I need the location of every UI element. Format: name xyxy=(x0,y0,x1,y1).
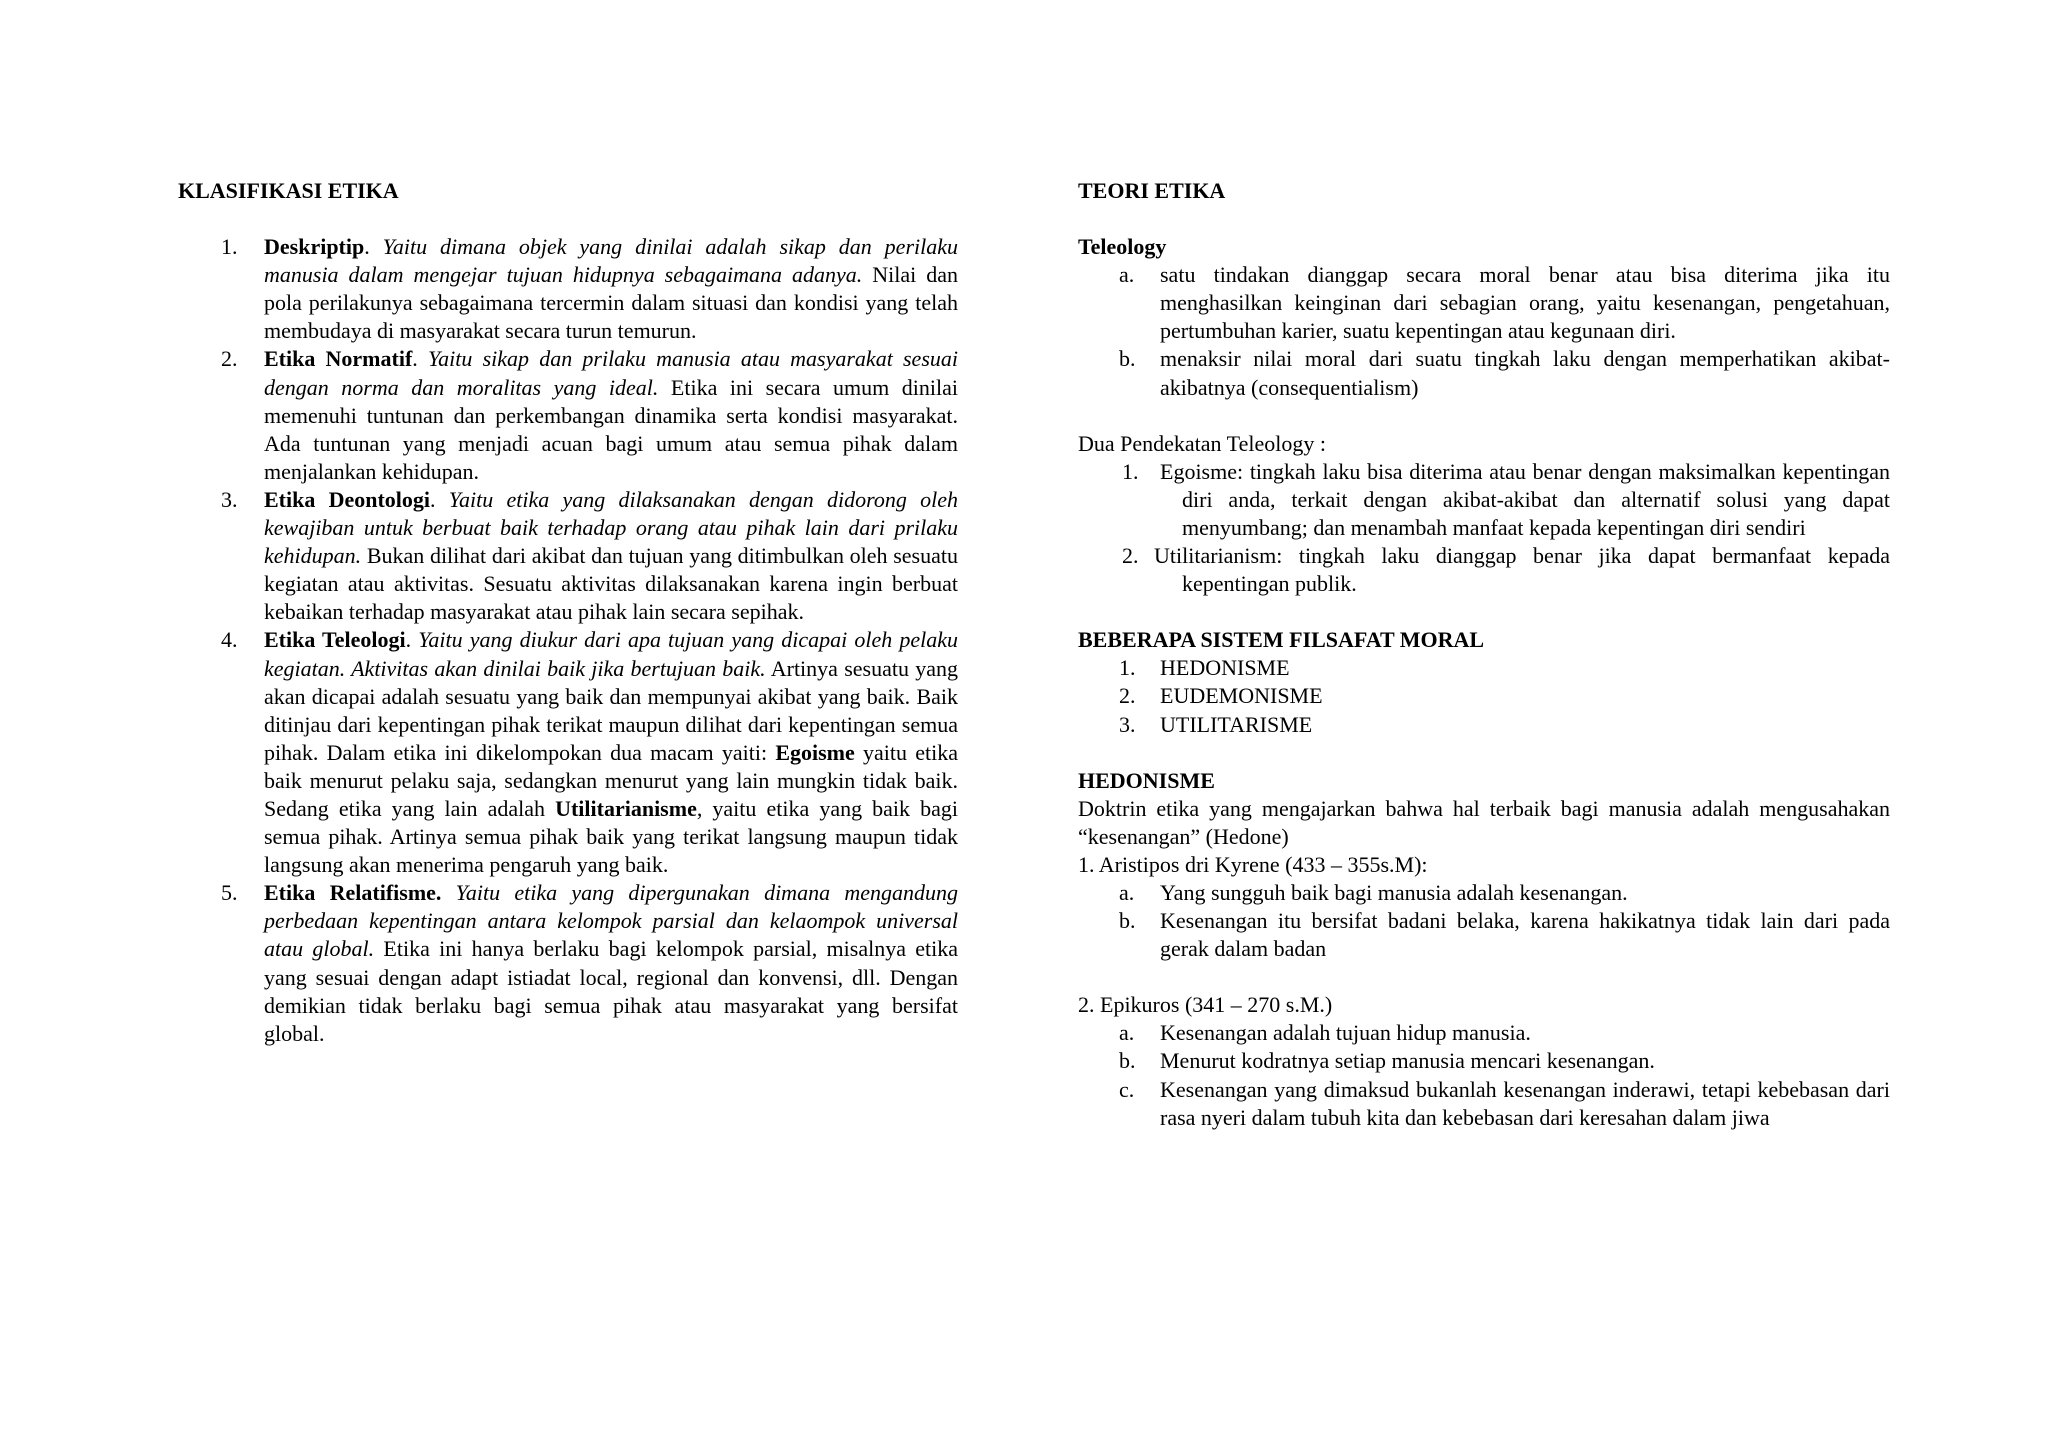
klasifikasi-list xyxy=(178,233,958,1048)
list-item xyxy=(1078,1019,1890,1047)
list-item xyxy=(1078,879,1890,907)
left-column xyxy=(178,177,958,1048)
list-number: 3. xyxy=(221,486,238,512)
list-number: 2. xyxy=(1122,543,1139,569)
list-text: UTILITARISME xyxy=(1160,711,1313,737)
definition: Yaitu yang diukur dari apa tujuan yang dicapai oleh pelaku kegiatan. Aktivitas akan dinilai baik jika bertujuan baik. xyxy=(264,627,958,681)
heading-teori-etika: TEORI ETIKA xyxy=(1078,178,1226,203)
list-item xyxy=(1078,711,1890,739)
term-punct: . xyxy=(405,627,412,653)
list-text: Kesenangan yang dimaksud bukanlah kesenangan inderawi, tetapi kebebasan dari rasa nyeri dalam tubuh kita dan kebebasan dari keresahan dalam jiwa xyxy=(1160,1076,1890,1130)
list-item xyxy=(1078,1047,1890,1075)
list-item xyxy=(1078,261,1890,345)
list-item xyxy=(178,233,958,345)
list-item xyxy=(178,345,958,485)
list-letter: a. xyxy=(1119,1020,1135,1046)
list-item xyxy=(1078,1076,1890,1132)
list-letter: b. xyxy=(1119,1048,1136,1074)
list-text: menaksir nilai moral dari suatu tingkah laku dengan memperhatikan akibat-akibatnya (consequentialism) xyxy=(1160,346,1890,400)
explanation: Nilai dan pola perilakunya sebagaimana tercermin dalam situasi dan kondisi yang telah membudaya di masyarakat secara turun temurun. xyxy=(264,262,958,344)
definition: Yaitu dimana objek yang dinilai adalah sikap dan perilaku manusia dalam mengejar tujuan hidupnya sebagaimana adanya. xyxy=(264,234,958,288)
hedonisme-definition: Doktrin etika yang mengajarkan bahwa hal terbaik bagi manusia adalah mengusahakan “kesenangan” (Hedone) xyxy=(1078,795,1890,849)
list-letter: b. xyxy=(1119,908,1136,934)
list-letter: b. xyxy=(1119,346,1136,372)
term: Etika Deontologi xyxy=(264,486,431,512)
list-text: Utilitarianism: tingkah laku dianggap benar jika dapat bermanfaat kepada kepentingan publik. xyxy=(1154,543,1890,597)
definition: Yaitu sikap dan prilaku manusia atau masyarakat sesuai dengan norma dan moralitas yang ideal. xyxy=(264,346,958,400)
list-text: HEDONISME xyxy=(1160,655,1290,681)
list-number: 1. xyxy=(1119,655,1136,681)
term: Deskriptip xyxy=(264,234,365,260)
list-text: Kesenangan itu bersifat badani belaka, karena hakikatnya tidak lain dari pada gerak dalam badan xyxy=(1160,908,1890,962)
explanation: Etika ini hanya berlaku bagi kelompok parsial, misalnya etika yang sesuai dengan adapt istiadat local, regional dan konvensi, dll. Dengan demikian tidak berlaku bagi semua pihak atau masyarakat yang bersifat global. xyxy=(264,936,958,1046)
list-letter: a. xyxy=(1119,879,1135,905)
list-item xyxy=(178,486,958,626)
term: Etika Relatifisme. xyxy=(264,880,442,906)
explanation: Etika ini secara umum dinilai memenuhi tuntunan dan perkembangan dinamika serta kondisi masyarakat. Ada tuntunan yang menjadi acuan bagi umum atau semua pihak dalam menjalankan kehidupan. xyxy=(264,374,958,484)
list-text: Egoisme: tingkah laku bisa diterima atau benar dengan maksimalkan kepentingan diri anda, terkait dengan akibat-akibat dan alternatif solusi yang dapat menyumbang; dan menambah manfaat kepada kepentingan diri sendiri xyxy=(1160,458,1890,540)
epikuros-title: 2. Epikuros (341 – 270 s.M.) xyxy=(1078,992,1333,1018)
list-number: 5. xyxy=(221,880,238,906)
explanation: Artinya sesuatu yang akan dicapai adalah sesuatu yang baik dan mempunyai akibat yang baik. Baik ditinjau dari kepentingan pihak terikat maupun dilihat dari kepentingan semua pihak. Dalam etika ini dikelompokan dua macam yaiti: xyxy=(264,655,958,765)
sistem-filsafat-title: BEBERAPA SISTEM FILSAFAT MORAL xyxy=(1078,627,1485,653)
list-letter: c. xyxy=(1119,1076,1135,1102)
term: Etika Normatif xyxy=(264,346,413,372)
list-text: satu tindakan dianggap secara moral benar atau bisa diterima jika itu menghasilkan keinginan dari sebagian orang, yaitu kesenangan, pengetahuan, pertumbuhan karier, suatu kepentingan atau kegunaan diri. xyxy=(1160,262,1890,344)
term-punct: . xyxy=(364,234,370,260)
term-punct: . xyxy=(412,346,418,372)
list-item xyxy=(178,626,958,879)
definition: Yaitu etika yang dilaksanakan dengan didorong oleh kewajiban untuk berbuat baik terhadap orang atau pihak lain dari prilaku kehidupan. xyxy=(264,486,958,569)
hedonisme-title: HEDONISME xyxy=(1078,767,1215,793)
list-item xyxy=(1078,542,1890,598)
term: Etika Teleologi xyxy=(264,627,406,653)
list-number: 2. xyxy=(221,346,238,372)
aristipos-title: 1. Aristipos dri Kyrene (433 – 355s.M): xyxy=(1078,851,1428,877)
explanation-2: yaitu etika baik menurut pelaku saja, sedangkan menurut yang lain mungkin tidak baik. Sedang etika yang lain adalah xyxy=(264,739,958,821)
term-utilitarianisme: Utilitarianisme xyxy=(555,795,697,821)
term-egoisme: Egoisme xyxy=(775,739,855,765)
list-item xyxy=(1078,682,1890,710)
list-number: 1. xyxy=(1122,458,1139,484)
list-text: Kesenangan adalah tujuan hidup manusia. xyxy=(1160,1020,1531,1046)
list-item xyxy=(1078,907,1890,963)
list-text: EUDEMONISME xyxy=(1160,683,1323,709)
list-item xyxy=(1078,654,1890,682)
definition: Yaitu etika yang dipergunakan dimana mengandung perbedaan kepentingan antara kelompok parsial dan kelaompok universal atau global. xyxy=(264,880,958,962)
list-number: 4. xyxy=(221,627,238,653)
list-letter: a. xyxy=(1119,262,1135,288)
list-item xyxy=(1078,458,1890,542)
list-item xyxy=(1078,345,1890,401)
dua-pendekatan-title: Dua Pendekatan Teleology : xyxy=(1078,430,1326,456)
list-number: 1. xyxy=(221,234,238,260)
list-item xyxy=(178,879,958,1048)
heading-klasifikasi-etika: KLASIFIKASI ETIKA xyxy=(178,178,399,203)
explanation: Bukan dilihat dari akibat dan tujuan yang ditimbulkan oleh sesuatu kegiatan atau aktivitas. Sesuatu aktivitas dilaksanakan karena ingin berbuat kebaikan terhadap masyarakat atau pihak lain secara sepihak. xyxy=(264,543,958,625)
explanation-3: , yaitu etika yang baik bagi semua pihak. Artinya semua pihak baik yang terikat langsung maupun tidak langsung akan menerima pengaruh yang baik. xyxy=(264,795,958,878)
list-text: Yang sungguh baik bagi manusia adalah kesenangan. xyxy=(1160,879,1628,905)
list-number: 2. xyxy=(1119,683,1136,709)
term-punct: . xyxy=(430,486,436,512)
list-number: 3. xyxy=(1119,711,1136,737)
teleology-title: Teleology xyxy=(1078,234,1167,260)
right-column xyxy=(1078,177,1890,1132)
list-text: Menurut kodratnya setiap manusia mencari kesenangan. xyxy=(1160,1048,1655,1074)
